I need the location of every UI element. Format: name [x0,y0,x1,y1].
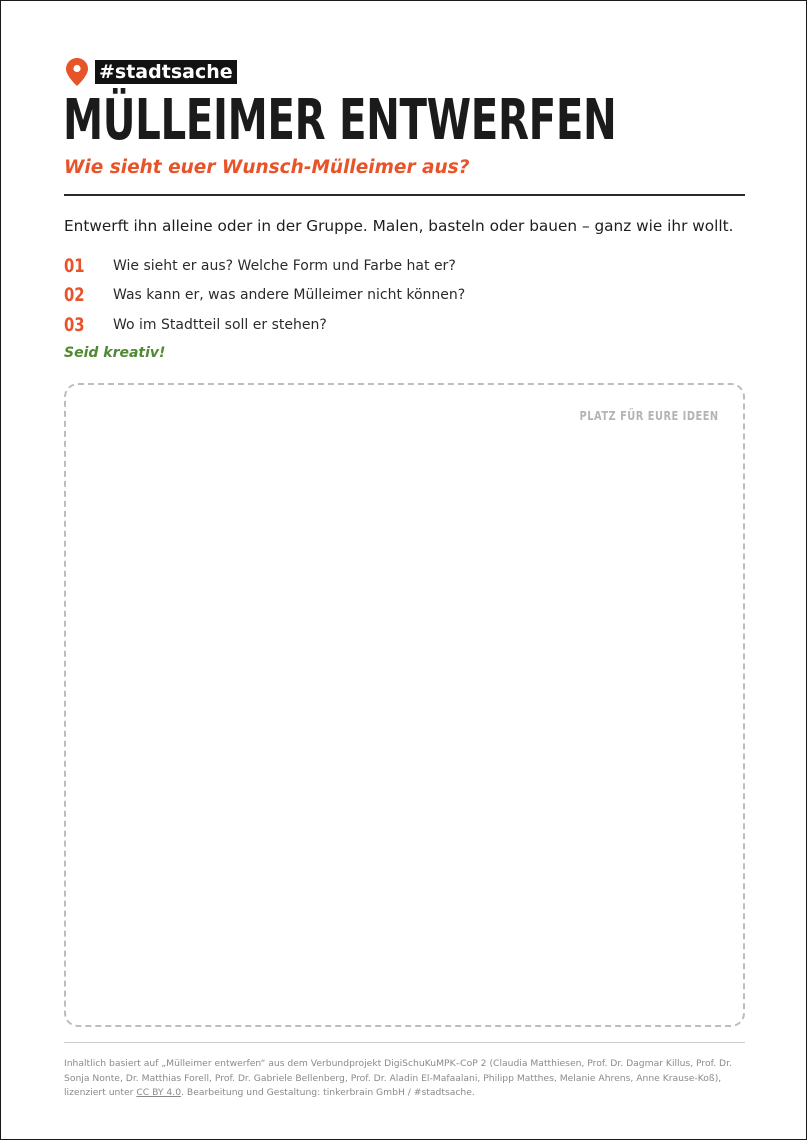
intro-text: Entwerft ihn alleine oder in der Gruppe. Malen, basteln oder bauen – ganz wie ihr wollt. [64,217,734,235]
step-text: Wo im Stadtteil soll er stehen? [113,316,327,333]
list-item [64,251,465,281]
license-link[interactable]: CC BY 4.0 [136,1087,182,1099]
page-title: MÜLLEIMER ENTWERFEN [63,88,617,153]
footer-divider [64,1042,745,1043]
drawing-area[interactable] [64,383,745,1027]
header-divider [64,194,745,196]
footer-text-end: . Bearbeitung und Gestaltung: tinkerbrain GmbH / #stadtsache. [181,1087,475,1099]
footer-credits [64,1057,736,1101]
map-pin-icon [65,57,89,87]
step-list [64,251,465,340]
footer-text: Inhaltlich basiert auf „Mülleimer entwerfen“ aus dem Verbundprojekt DigiSchuKuMPK–CoP 2 (Claudia Matthiesen, Prof. Dr. Dagmar Killus, Prof. Dr. Sonja Nonte, Dr. Matthias Forell, Prof. Dr. Gabriele Bellenberg, Prof. Dr. Aladin El-Mafaalani, Philipp Matthes, Melanie Ahrens, Anne Krause-Koß), lizenziert unter [64,1058,732,1099]
step-number: 01 [64,254,85,277]
step-number: 02 [64,284,85,307]
page-subtitle: Wie sieht euer Wunsch-Mülleimer aus? [64,157,470,178]
step-number: 03 [64,313,85,336]
step-text: Wie sieht er aus? Welche Form und Farbe hat er? [113,257,456,274]
step-text: Was kann er, was andere Mülleimer nicht können? [113,287,466,304]
list-item [64,281,465,311]
list-item [64,310,465,340]
drawing-area-label: PLATZ FÜR EURE IDEEN [579,409,719,423]
brand-hashtag: #stadtsache [95,60,237,84]
call-to-action: Seid kreativ! [64,345,166,361]
brand-logo [65,57,237,87]
